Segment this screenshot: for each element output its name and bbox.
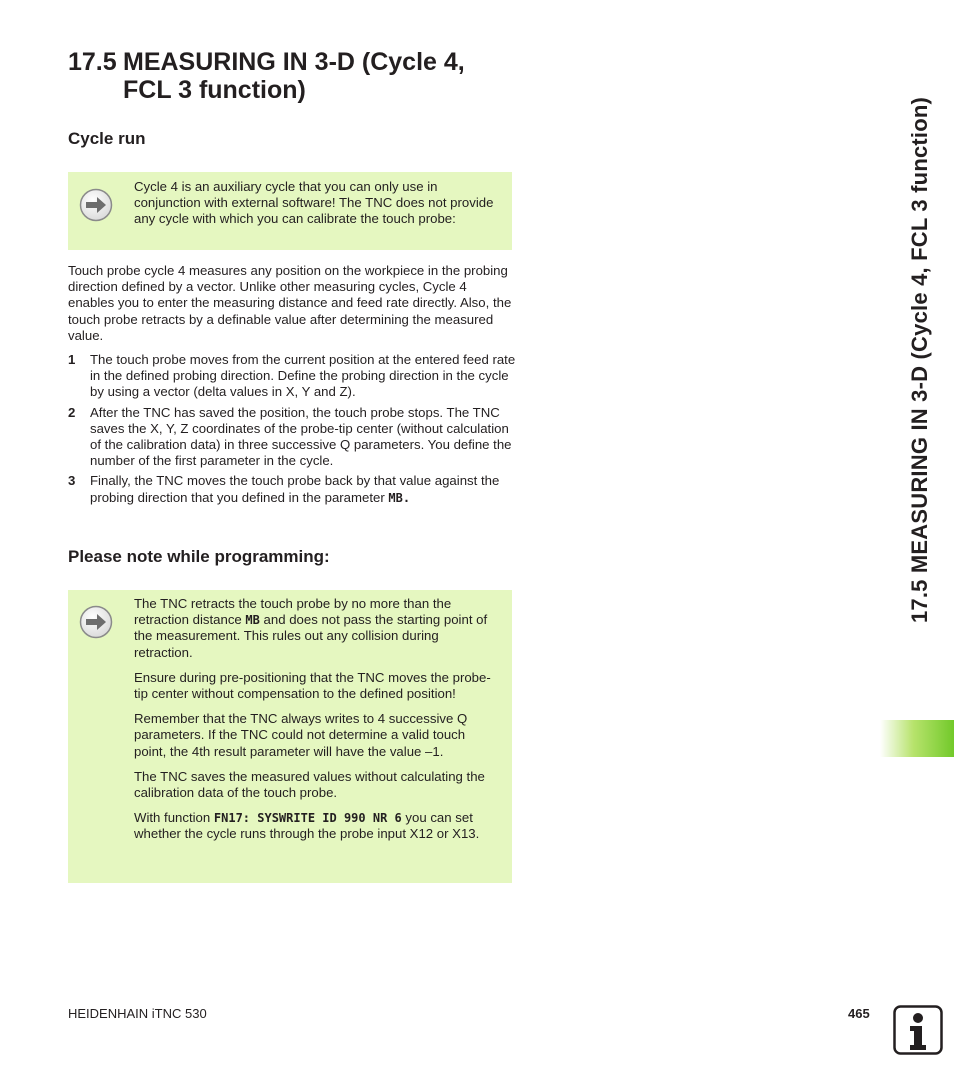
note-box-programming [68,590,512,883]
function-code: FN17: SYSWRITE ID 990 NR 6 [213,811,402,826]
cycle-steps-list [68,352,518,510]
list-item [68,405,518,470]
note-paragraph: Ensure during pre-positioning that the TNC moves the probe-tip center without compensation to the defined position! [134,669,491,702]
note-paragraph: Remember that the TNC always writes to 4 successive Q parameters. If the TNC could not determine a valid touch point, the 4th result parameter will have the value –1. [134,711,468,759]
page-title [68,48,465,104]
text-span: and does not pass the starting point of the measurement. This rules out any collision during retraction. [134,612,488,660]
note-paragraph: The TNC saves the measured values without calculating the calibration data of the touch probe. [134,768,485,801]
vertical-title-text: 17.5 MEASURING IN 3-D (Cycle 4, FCL 3 function) [907,96,932,624]
note-text: Cycle 4 is an auxiliary cycle that you can only use in conjunction with external software! The TNC does not provide any cycle with which you can calibrate the touch probe: [134,179,494,227]
note-paragraph [134,810,500,842]
arrow-right-icon [79,605,113,639]
parameter-code: MB. [388,490,411,505]
step-text: The touch probe moves from the current position at the entered feed rate in the defined probing direction. Define the probing direction in the cycle by using a vector (delta values in X, Y and Z). [90,352,516,400]
parameter-code: MB [245,613,260,628]
page-number: 465 [848,1006,870,1021]
programming-heading: Please note while programming: [68,547,330,566]
note-paragraph [134,596,500,661]
chapter-tab [880,720,954,757]
list-item [68,473,518,505]
section-number: 17.5 [68,48,117,76]
text-span: The TNC retracts the touch probe by no more than the retraction distance [134,596,452,628]
list-item [68,352,518,401]
footer-product: HEIDENHAIN iTNC 530 [68,1006,207,1021]
text-span: With function [134,810,214,826]
title-line-1: MEASURING IN 3-D (Cycle 4, [123,48,465,76]
text-span: you can set whether the cycle runs through the probe input X12 or X13. [134,810,480,842]
vertical-chapter-title [895,40,945,680]
step-text: After the TNC has saved the position, the touch probe stops. The TNC saves the X, Y, Z coordinates of the probe-tip center (without calculation of the calibration data) in three successive Q parameters. You define the number of the first parameter in the cycle. [90,404,512,469]
step-number: 1 [68,352,76,367]
note-box-cycle-run [68,172,512,250]
step-text: Finally, the TNC moves the touch probe back by that value against the probing direction that you defined in the parameter [90,473,500,505]
step-number: 2 [68,404,76,420]
intro-paragraph: Touch probe cycle 4 measures any position on the workpiece in the probing direction defined by a vector. Unlike other measuring cycles, Cycle 4 enables you to enter the measuring distance and feed rate directly. Also, the touch probe retracts by a definable value after determining the measured value. [68,263,512,343]
arrow-right-icon [79,188,113,222]
title-line-2: FCL 3 function) [123,76,306,104]
cycle-run-heading: Cycle run [68,129,146,148]
info-icon [893,1005,943,1055]
step-number: 3 [68,473,76,489]
